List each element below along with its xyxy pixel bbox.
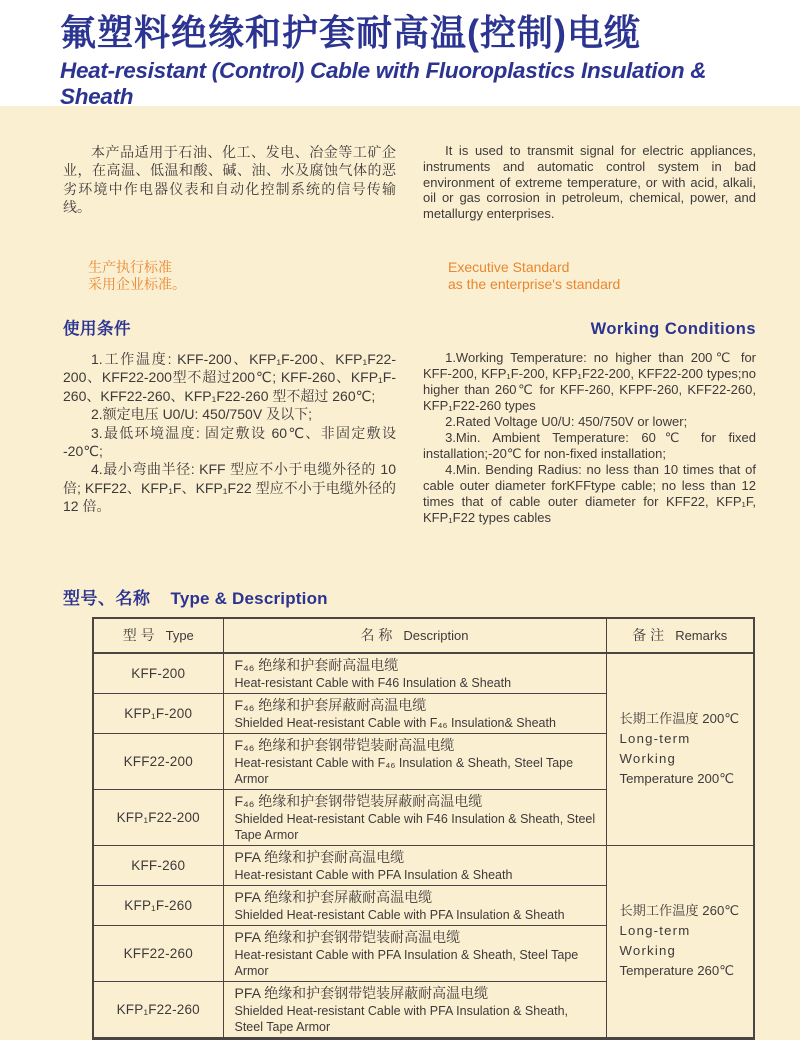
intro-paragraph-en: It is used to transmit signal for electric appliances, instruments and automatic control system in bad environment of extreme temperature, or with acid, alkali, oil or gas corrosion in petroleum, chemical, power, and metallurgy enterprises. (423, 143, 756, 222)
type-cell: KFP₁F22-260 (93, 981, 223, 1038)
intro-paragraph-zh: 本产品适用于石油、化工、发电、冶金等工矿企业，在高温、低温和酸、碱、油、水及腐蚀气体的恶劣环境中作电器仪表和自动化控制系统的信号传输线。 (63, 144, 396, 216)
header-description-zh: 名 称 (360, 627, 393, 644)
conditions-title-en: Working Conditions (590, 319, 756, 338)
standard-note-en (423, 259, 756, 294)
condition-item-zh: 4.最小弯曲半径: KFF 型应不小于电缆外径的 10 倍; KFF22、KFP₁F、KFP₁F22 型应不小于电缆外径的 12 倍。 (63, 461, 396, 515)
type-cell: KFF-200 (93, 653, 223, 694)
conditions-column-en (423, 319, 756, 526)
page-title-en: Heat-resistant (Control) Cable with Fluoroplastics Insulation & Sheath (60, 58, 707, 109)
description-cell: PFA 绝缘和护套屏蔽耐高温电缆 Shielded Heat-resistant Cable with PFA Insulation & Sheath (223, 885, 606, 925)
description-cell: PFA 绝缘和护套钢带铠装耐高温电缆 Heat-resistant Cable with PFA Insulation & Sheath, Steel Tape Armor (223, 925, 606, 981)
intro-column-en (423, 143, 756, 222)
type-cell: KFP₁F-260 (93, 885, 223, 925)
header-remarks-zh: 备 注 (632, 627, 665, 644)
header-remarks (606, 618, 754, 653)
header-type-en: Type (165, 628, 194, 644)
condition-item-en: 1.Working Temperature: no higher than 200℃ for KFF-200, KFP₁F-200, KFP₁F22-200, KFF22-200 types;no higher than 260℃ for KFF-260, KFPF-260, KFF22-260, KFP₁F22-260 types (423, 349, 756, 413)
condition-item-zh: 1.工作温度: KFF-200、KFP₁F-200、KFP₁F22-200、KFF22-200型不超过200℃; KFF-260、KFP₁F-260、KFF22-260、KFP₁F22-260 型不超过 260℃; (63, 350, 396, 404)
standard-zh-line1: 生产执行标准 (88, 258, 172, 275)
header-type-zh: 型 号 (122, 627, 155, 644)
table-row (93, 845, 754, 885)
condition-item-en: 4.Min. Bending Radius: no less than 10 times that of cable outer diameter forKFFtype cable; no less than 12 times that of cable outer diameter for KFF22, KFP₁F, KFP₁F22 types cables (423, 461, 756, 525)
conditions-column-zh (63, 319, 396, 526)
table-row (93, 653, 754, 694)
description-cell: F₄₆ 绝缘和护套耐高温电缆 Heat-resistant Cable with F46 Insulation & Sheath (223, 653, 606, 694)
header-description (223, 618, 606, 653)
standard-zh-line2: 采用企业标准。 (88, 276, 186, 293)
standard-section (63, 259, 756, 294)
description-cell: F₄₆ 绝缘和护套钢带铠装屏蔽耐高温电缆 Shielded Heat-resistant Cable wih F46 Insulation & Sheath, Steel Tape Armor (223, 789, 606, 845)
page-content (0, 143, 800, 1040)
section-title-zh: 型号、名称 (63, 588, 151, 608)
type-description-table (92, 617, 755, 1040)
section-title (63, 588, 756, 609)
condition-item-zh: 3.最低环境温度: 固定敷设 60℃、非固定敷设 -20℃; (63, 424, 396, 460)
condition-item-en: 2.Rated Voltage U0/U: 450/750V or lower; (445, 413, 688, 429)
type-cell: KFF22-260 (93, 925, 223, 981)
header-type (93, 618, 223, 653)
intro-column-zh (63, 143, 396, 222)
description-cell: F₄₆ 绝缘和护套屏蔽耐高温电缆 Shielded Heat-resistant Cable with F₄₆ Insulation& Sheath (223, 693, 606, 733)
page-header (0, 0, 800, 109)
condition-item-en: 3.Min. Ambient Temperature: 60℃ for fixed installation;-20℃ for non-fixed installation; (423, 429, 756, 461)
header-remarks-en: Remarks (675, 628, 728, 644)
type-cell: KFP₁F22-200 (93, 789, 223, 845)
type-cell: KFF-260 (93, 845, 223, 885)
conditions-title-zh: 使用条件 (63, 319, 131, 338)
condition-item-zh: 2.额定电压 U0/U: 450/750V 及以下; (91, 406, 312, 423)
description-cell: PFA 绝缘和护套耐高温电缆 Heat-resistant Cable with PFA Insulation & Sheath (223, 845, 606, 885)
intro-section (63, 143, 756, 222)
description-cell: PFA 绝缘和护套钢带铠装屏蔽耐高温电缆 Shielded Heat-resistant Cable with PFA Insulation & Sheath, Steel Tape Armor (223, 981, 606, 1038)
standard-en-line2: as the enterprise's standard (448, 276, 621, 293)
type-cell: KFF22-200 (93, 733, 223, 789)
section-title-en: Type & Description (170, 588, 328, 608)
remarks-cell-260: 长期工作温度 260℃ Long-term Working Temperature 260℃ (606, 845, 754, 1038)
conditions-section (63, 319, 756, 526)
table-header-row (93, 618, 754, 653)
description-cell: F₄₆ 绝缘和护套钢带铠装耐高温电缆 Heat-resistant Cable with F₄₆ Insulation & Sheath, Steel Tape Armor (223, 733, 606, 789)
standard-note-zh (63, 259, 396, 294)
standard-en-line1: Executive Standard (448, 258, 570, 275)
type-cell: KFP₁F-200 (93, 693, 223, 733)
remarks-cell-200: 长期工作温度 200℃ Long-term Working Temperature 200℃ (606, 653, 754, 846)
header-description-en: Description (403, 628, 469, 644)
page-title-zh: 氟塑料绝缘和护套耐高温(控制)电缆 (60, 12, 641, 53)
